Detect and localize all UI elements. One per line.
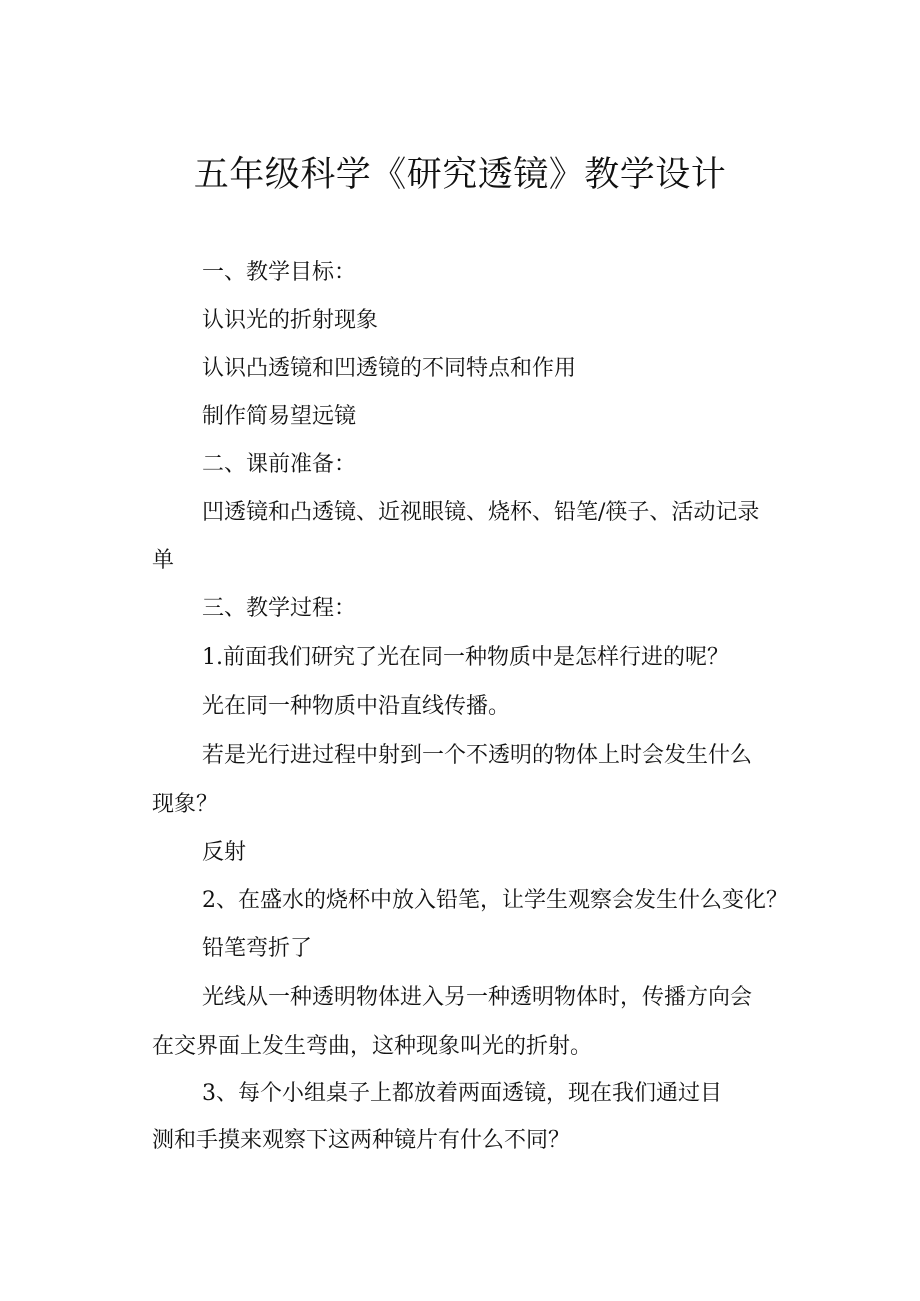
paragraph-line: 2、在盛水的烧杯中放入铅笔，让学生观察会发生什么变化？ xyxy=(202,888,788,913)
paragraph-line: 3、每个小组桌子上都放着两面透镜，现在我们通过目 xyxy=(202,1081,722,1106)
paragraph-line: 光线从一种透明物体进入另一种透明物体时，传播方向会 xyxy=(202,985,753,1010)
goal-item: 认识光的折射现象 xyxy=(202,308,379,333)
paragraph-line: 测和手摸来观察下这两种镜片有什么不同？ xyxy=(152,1128,571,1153)
paragraph-line: 光在同一种物质中沿直线传播。 xyxy=(202,694,511,719)
paragraph-line: 反射 xyxy=(202,840,247,865)
paragraph-line: 若是光行进过程中射到一个不透明的物体上时会发生什么 xyxy=(202,743,753,768)
paragraph-line: 现象？ xyxy=(152,792,219,817)
heading-process: 三、教学过程： xyxy=(202,596,357,621)
paragraph-line: 凹透镜和凸透镜、近视眼镜、烧杯、铅笔/筷子、活动记录 xyxy=(202,500,760,525)
paragraph-line: 1.前面我们研究了光在同一种物质中是怎样行进的呢？ xyxy=(202,645,729,670)
document-title: 五年级科学《研究透镜》教学设计 xyxy=(193,155,727,195)
heading-teaching-goals: 一、教学目标： xyxy=(202,260,357,285)
heading-preparation: 二、课前准备： xyxy=(202,452,357,477)
paragraph-line: 铅笔弯折了 xyxy=(202,936,313,961)
paragraph-line: 在交界面上发生弯曲，这种现象叫光的折射。 xyxy=(152,1034,593,1059)
goal-item: 制作简易望远镜 xyxy=(202,404,357,429)
paragraph-line: 单 xyxy=(152,548,175,573)
goal-item: 认识凸透镜和凹透镜的不同特点和作用 xyxy=(202,356,577,381)
